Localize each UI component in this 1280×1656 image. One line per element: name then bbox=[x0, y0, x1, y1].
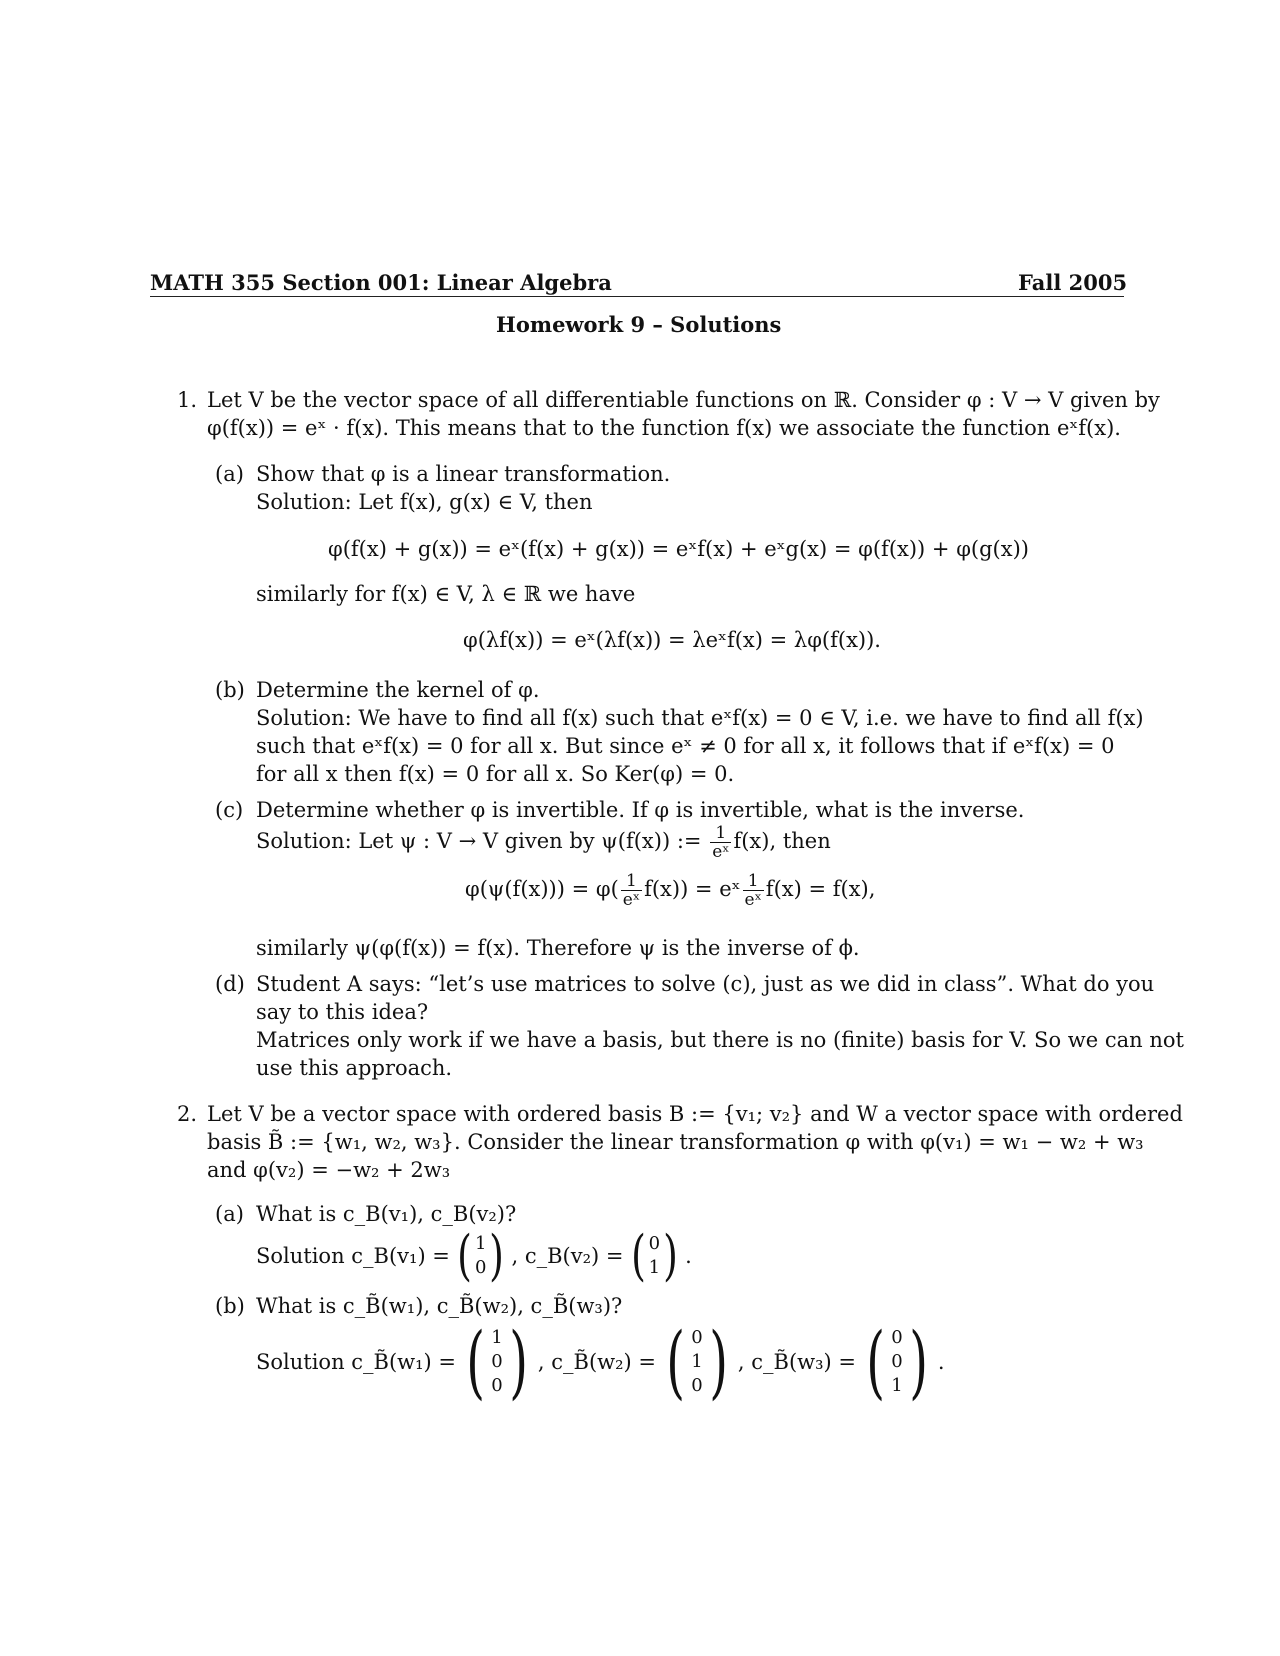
solution-text: Solution c_B(v₁) = bbox=[256, 1244, 450, 1268]
fraction bbox=[710, 824, 731, 861]
solution-line: Solution: Let f(x), g(x) ∈ V, then bbox=[256, 490, 593, 514]
problem-1-line: Let V be the vector space of all differentiable functions on ℝ. Consider φ : V → V given by bbox=[207, 388, 1160, 412]
equation bbox=[465, 872, 875, 909]
solution-line: Matrices only work if we have a basis, but there is no (finite) basis for V. So we can not bbox=[256, 1028, 1184, 1052]
solution-text: , c_B(v₂) = bbox=[511, 1244, 624, 1268]
denominator: eˣ bbox=[744, 890, 762, 910]
solution-vectors bbox=[256, 1315, 945, 1408]
vector-entry: 0 bbox=[691, 1375, 703, 1396]
equation: φ(f(x) + g(x)) = eˣ(f(x) + g(x)) = eˣf(x) + eˣg(x) = φ(f(x)) + φ(g(x)) bbox=[328, 537, 1029, 561]
vector-entry: 0 bbox=[491, 1351, 503, 1372]
solution-line: use this approach. bbox=[256, 1056, 453, 1080]
problem-1-number: 1. bbox=[177, 388, 198, 412]
fraction bbox=[743, 872, 764, 909]
vector-entry: 1 bbox=[691, 1351, 703, 1372]
column-vector: ( 1 0 ) bbox=[457, 1224, 505, 1287]
problem-2-line: Let V be a vector space with ordered basis B := {v₁; v₂} and W a vector space with ordered bbox=[207, 1102, 1183, 1126]
problem-2-line: and φ(v₂) = −w₂ + 2w₃ bbox=[207, 1158, 451, 1182]
problem-2-number: 2. bbox=[177, 1102, 198, 1126]
column-vector: ( 1 0 0 ) bbox=[466, 1315, 528, 1408]
solution-line: Solution: We have to find all f(x) such that eˣf(x) = 0 ∈ V, i.e. we have to find all f(x) bbox=[256, 706, 1144, 730]
term: Fall 2005 bbox=[1018, 270, 1128, 295]
fraction bbox=[621, 872, 642, 909]
vector-entry: 1 bbox=[891, 1375, 903, 1396]
solution-text: Solution: Let ψ : V → V given by ψ(f(x)) := bbox=[256, 829, 702, 853]
numerator: 1 bbox=[710, 824, 731, 843]
solution-text: , c_B̃(w₃) = bbox=[737, 1350, 857, 1374]
problem-2-line: basis B̃ := {w₁, w₂, w₃}. Consider the linear transformation φ with φ(v₁) = w₁ − w₂ + w₃ bbox=[207, 1130, 1144, 1154]
eq-part: f(x)) = eˣ bbox=[644, 877, 741, 901]
vector-entry: 1 bbox=[491, 1327, 503, 1348]
page-title: Homework 9 – Solutions bbox=[496, 312, 782, 337]
solution-text: f(x), then bbox=[733, 829, 831, 853]
numerator: 1 bbox=[621, 872, 642, 891]
part-question: Determine whether φ is invertible. If φ is invertible, what is the inverse. bbox=[256, 798, 1025, 822]
part-question: Determine the kernel of φ. bbox=[256, 678, 540, 702]
vector-entry: 0 bbox=[891, 1351, 903, 1372]
vector-entry: 0 bbox=[491, 1375, 503, 1396]
numerator: 1 bbox=[743, 872, 764, 891]
problem-1-line: φ(f(x)) = eˣ · f(x). This means that to the function f(x) we associate the function eˣf(x). bbox=[207, 416, 1121, 440]
part-label: (b) bbox=[215, 1294, 245, 1318]
solution-line: similarly for f(x) ∈ V, λ ∈ ℝ we have bbox=[256, 582, 636, 606]
part-question: say to this idea? bbox=[256, 1000, 429, 1024]
solution-text: Solution c_B̃(w₁) = bbox=[256, 1350, 457, 1374]
vector-entry: 0 bbox=[474, 1257, 487, 1278]
part-question: What is c_B̃(w₁), c_B̃(w₂), c_B̃(w₃)? bbox=[256, 1294, 623, 1318]
solution-vectors bbox=[256, 1226, 692, 1286]
part-question: Student A says: “let’s use matrices to solve (c), just as we did in class”. What do you bbox=[256, 972, 1155, 996]
part-label: (d) bbox=[215, 972, 245, 996]
eq-part: φ(ψ(f(x))) = φ( bbox=[465, 877, 619, 901]
part-label: (c) bbox=[215, 798, 244, 822]
vector-entry: 1 bbox=[648, 1257, 661, 1278]
column-vector: ( 0 1 0 ) bbox=[666, 1315, 728, 1408]
equation: φ(λf(x)) = eˣ(λf(x)) = λeˣf(x) = λφ(f(x)). bbox=[463, 628, 881, 652]
solution-line: similarly ψ(φ(f(x)) = f(x). Therefore ψ is the inverse of ϕ. bbox=[256, 936, 860, 960]
vector-entry: 0 bbox=[891, 1327, 903, 1348]
column-vector: ( 0 0 1 ) bbox=[866, 1315, 928, 1408]
part-label: (b) bbox=[215, 678, 245, 702]
column-vector: ( 0 1 ) bbox=[630, 1224, 678, 1287]
vector-entry: 1 bbox=[474, 1233, 487, 1254]
part-label: (a) bbox=[215, 462, 244, 486]
header-rule bbox=[150, 296, 1124, 297]
solution-text: . bbox=[685, 1244, 692, 1268]
denominator: eˣ bbox=[622, 890, 641, 910]
solution-line: such that eˣf(x) = 0 for all x. But since eˣ ≠ 0 for all x, it follows that if eˣf(x) = 0 bbox=[256, 734, 1115, 758]
part-label: (a) bbox=[215, 1202, 244, 1226]
solution-text: . bbox=[937, 1350, 945, 1374]
part-question: Show that φ is a linear transformation. bbox=[256, 462, 671, 486]
eq-part: f(x) = f(x), bbox=[765, 877, 876, 901]
part-question: What is c_B(v₁), c_B(v₂)? bbox=[256, 1202, 517, 1226]
solution-line bbox=[256, 824, 831, 861]
denominator: eˣ bbox=[712, 842, 730, 862]
course-title: MATH 355 Section 001: Linear Algebra bbox=[150, 270, 612, 295]
solution-line: for all x then f(x) = 0 for all x. So Ker(φ) = 0. bbox=[256, 762, 735, 786]
vector-entry: 0 bbox=[691, 1327, 703, 1348]
solution-text: , c_B̃(w₂) = bbox=[537, 1350, 657, 1374]
vector-entry: 0 bbox=[648, 1233, 661, 1254]
